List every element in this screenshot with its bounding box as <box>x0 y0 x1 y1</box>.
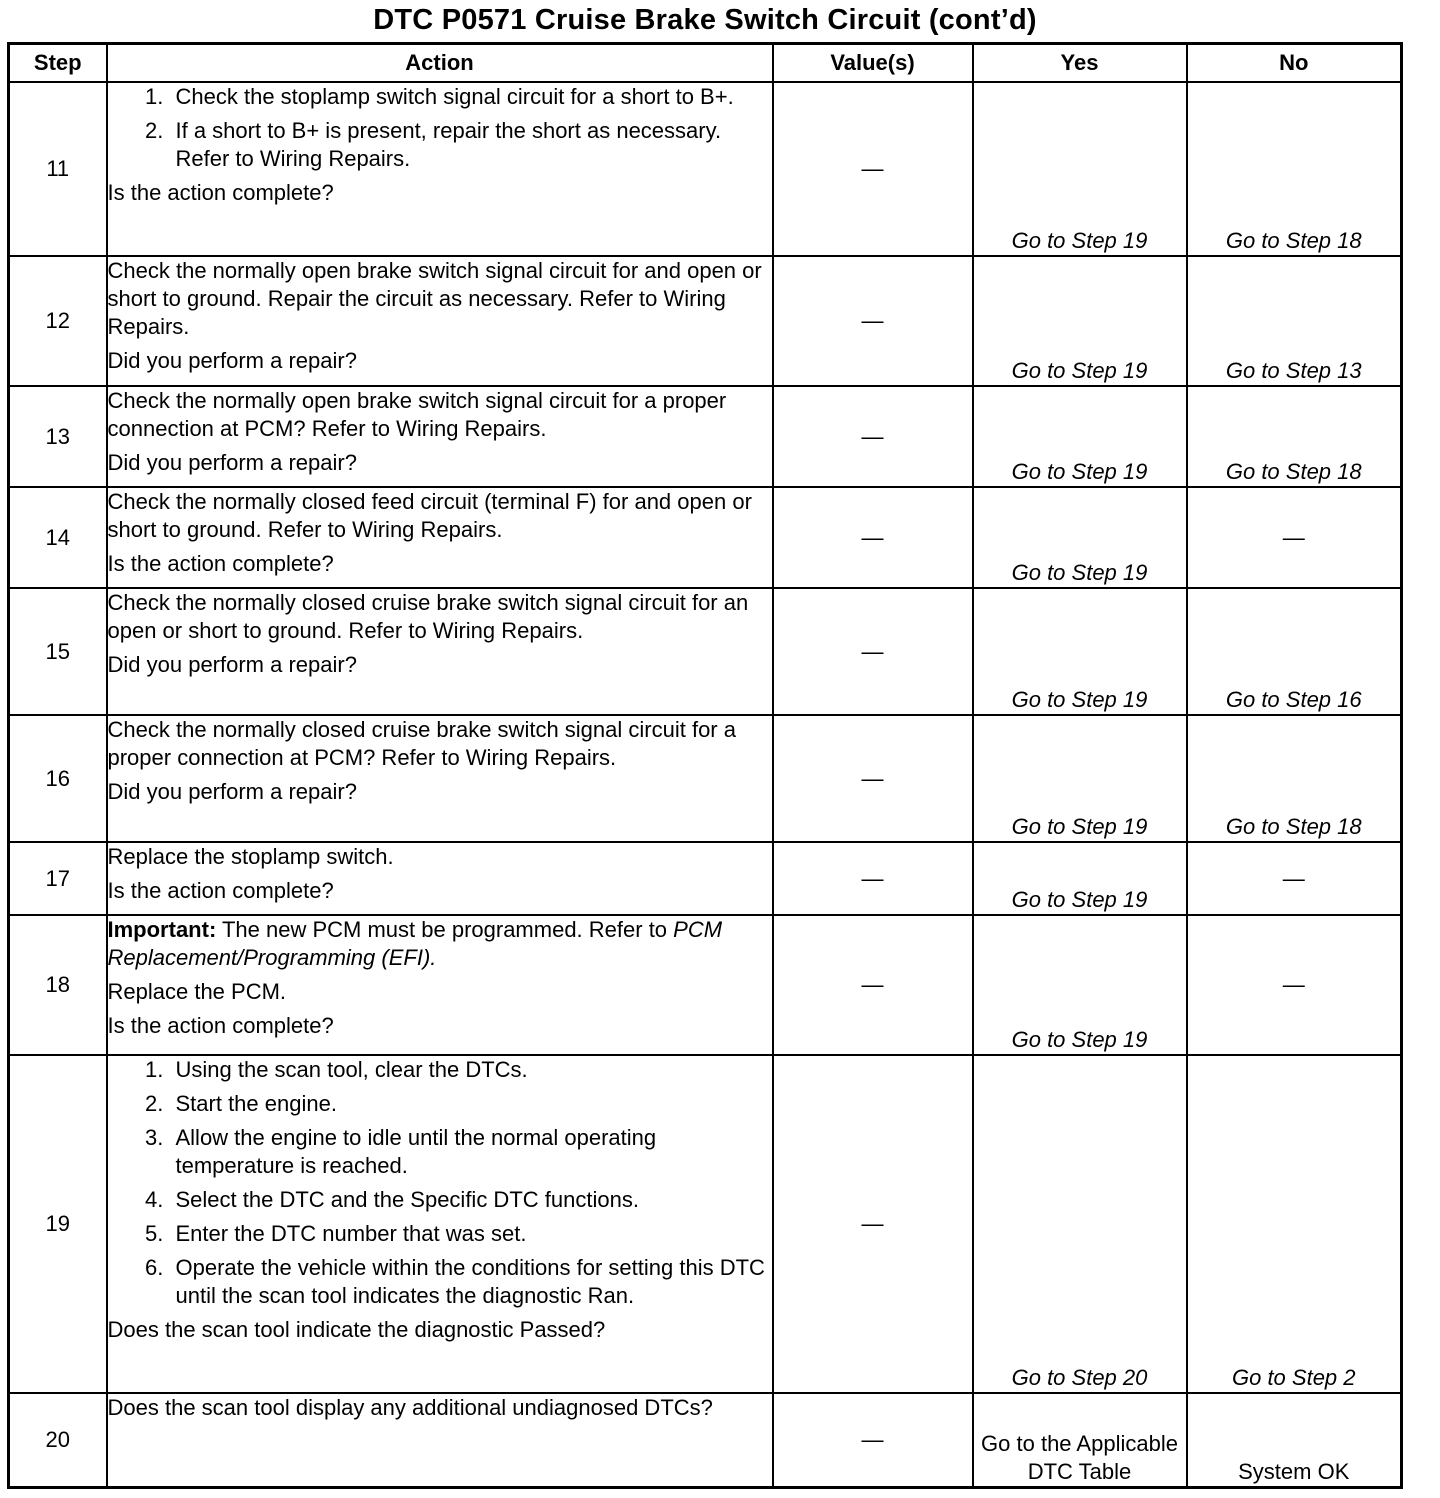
table-row <box>9 842 1402 915</box>
value-cell: — <box>773 1055 973 1393</box>
action-cell <box>107 82 773 256</box>
action-question: Does the scan tool indicate the diagnostic Passed? <box>107 1317 606 1342</box>
action-text: Check the normally closed feed circuit (terminal F) for and open or short to ground. Refer to Wiring Repairs. <box>107 489 752 542</box>
action-step-item: 4. Select the DTC and the Specific DTC functions. <box>170 1186 772 1214</box>
step-number: 11 <box>9 82 107 256</box>
action-question: Did you perform a repair? <box>107 450 357 475</box>
value-cell: — <box>773 588 973 715</box>
step-number: 19 <box>9 1055 107 1393</box>
action-text: Check the normally closed cruise brake switch signal circuit for an open or short to ground. Refer to Wiring Repairs. <box>107 590 749 643</box>
action-cell <box>107 915 773 1055</box>
table-row <box>9 256 1402 386</box>
action-steps-list <box>108 1056 772 1310</box>
value-cell: — <box>773 842 973 915</box>
action-cell <box>107 487 773 588</box>
step-column-header: Step <box>9 44 107 83</box>
important-text: The new PCM must be programmed. Refer to <box>216 917 674 942</box>
action-step-item: 2. Start the engine. <box>170 1090 772 1118</box>
action-cell <box>107 1055 773 1393</box>
yes-result: Go to the Applicable DTC Table <box>973 1393 1187 1487</box>
action-text: Replace the PCM. <box>107 979 287 1004</box>
action-text: Does the scan tool display any additional undiagnosed DTCs? <box>107 1395 713 1420</box>
step-number: 14 <box>9 487 107 588</box>
table-row <box>9 715 1402 842</box>
action-step-item: 1. Check the stoplamp switch signal circuit for a short to B+. <box>170 83 772 111</box>
no-result: Go to Step 16 <box>1187 588 1402 715</box>
step-number: 15 <box>9 588 107 715</box>
value-cell: — <box>773 487 973 588</box>
step-number: 13 <box>9 386 107 487</box>
yes-result: Go to Step 19 <box>973 82 1187 256</box>
action-step-item: 5. Enter the DTC number that was set. <box>170 1220 772 1248</box>
action-question: Is the action complete? <box>107 551 334 576</box>
action-question: Did you perform a repair? <box>107 348 357 373</box>
value-cell: — <box>773 82 973 256</box>
page-title: DTC P0571 Cruise Brake Switch Circuit (cont’d) <box>373 4 1037 36</box>
yes-result: Go to Step 19 <box>973 386 1187 487</box>
step-number: 20 <box>9 1393 107 1487</box>
no-result: Go to Step 2 <box>1187 1055 1402 1393</box>
step-number: 12 <box>9 256 107 386</box>
action-cell <box>107 1393 773 1487</box>
table-row <box>9 1055 1402 1393</box>
value-cell: — <box>773 256 973 386</box>
action-column-header: Action <box>107 44 773 83</box>
action-question: Did you perform a repair? <box>107 652 357 677</box>
no-result: Go to Step 18 <box>1187 82 1402 256</box>
important-label: Important: <box>107 917 217 942</box>
action-question: Is the action complete? <box>107 878 334 903</box>
table-row <box>9 82 1402 256</box>
action-question: Is the action complete? <box>107 180 334 205</box>
action-cell <box>107 588 773 715</box>
value-cell: — <box>773 915 973 1055</box>
yes-result: Go to Step 19 <box>973 842 1187 915</box>
table-row <box>9 1393 1402 1487</box>
action-text: Check the normally open brake switch signal circuit for a proper connection at PCM? Refer to Wiring Repairs. <box>107 388 727 441</box>
table-row <box>9 487 1402 588</box>
action-text: Check the normally closed cruise brake switch signal circuit for a proper connection at PCM? Refer to Wiring Repairs. <box>107 717 736 770</box>
no-result: — <box>1187 915 1402 1055</box>
value-cell: — <box>773 715 973 842</box>
action-step-item: 6. Operate the vehicle within the conditions for setting this DTC until the scan tool indicates the diagnostic Ran. <box>170 1254 772 1310</box>
important-note <box>108 916 772 972</box>
value-cell: — <box>773 1393 973 1487</box>
no-result: — <box>1187 487 1402 588</box>
values-column-header: Value(s) <box>773 44 973 83</box>
action-question: Is the action complete? <box>107 1013 334 1038</box>
action-step-item: 3. Allow the engine to idle until the normal operating temperature is reached. <box>170 1124 772 1180</box>
table-row <box>9 915 1402 1055</box>
action-step-item: 2. If a short to B+ is present, repair the short as necessary. Refer to Wiring Repairs. <box>170 117 772 173</box>
action-steps-list <box>108 83 772 173</box>
yes-result: Go to Step 19 <box>973 256 1187 386</box>
yes-result: Go to Step 20 <box>973 1055 1187 1393</box>
action-text: Check the normally open brake switch signal circuit for and open or short to ground. Repair the circuit as necessary. Refer to Wiring Repairs. <box>107 258 762 339</box>
header-row <box>9 44 1402 83</box>
yes-result: Go to Step 19 <box>973 487 1187 588</box>
no-result: System OK <box>1187 1393 1402 1487</box>
action-question: Did you perform a repair? <box>107 779 357 804</box>
important-reference: PCM Replacement/Programming (EFI). <box>107 917 723 970</box>
no-result: Go to Step 18 <box>1187 386 1402 487</box>
table-row <box>9 588 1402 715</box>
no-result: Go to Step 18 <box>1187 715 1402 842</box>
action-cell <box>107 386 773 487</box>
no-column-header: No <box>1187 44 1402 83</box>
step-number: 16 <box>9 715 107 842</box>
action-step-item: 1. Using the scan tool, clear the DTCs. <box>170 1056 772 1084</box>
yes-result: Go to Step 19 <box>973 588 1187 715</box>
yes-column-header: Yes <box>973 44 1187 83</box>
step-number: 17 <box>9 842 107 915</box>
no-result: — <box>1187 842 1402 915</box>
no-result: Go to Step 13 <box>1187 256 1402 386</box>
table-row <box>9 386 1402 487</box>
action-text: Replace the stoplamp switch. <box>107 844 394 869</box>
value-cell: — <box>773 386 973 487</box>
diagnostic-table <box>7 42 1403 1489</box>
action-cell <box>107 715 773 842</box>
step-number: 18 <box>9 915 107 1055</box>
action-cell <box>107 256 773 386</box>
yes-result: Go to Step 19 <box>973 715 1187 842</box>
action-cell <box>107 842 773 915</box>
yes-result: Go to Step 19 <box>973 915 1187 1055</box>
